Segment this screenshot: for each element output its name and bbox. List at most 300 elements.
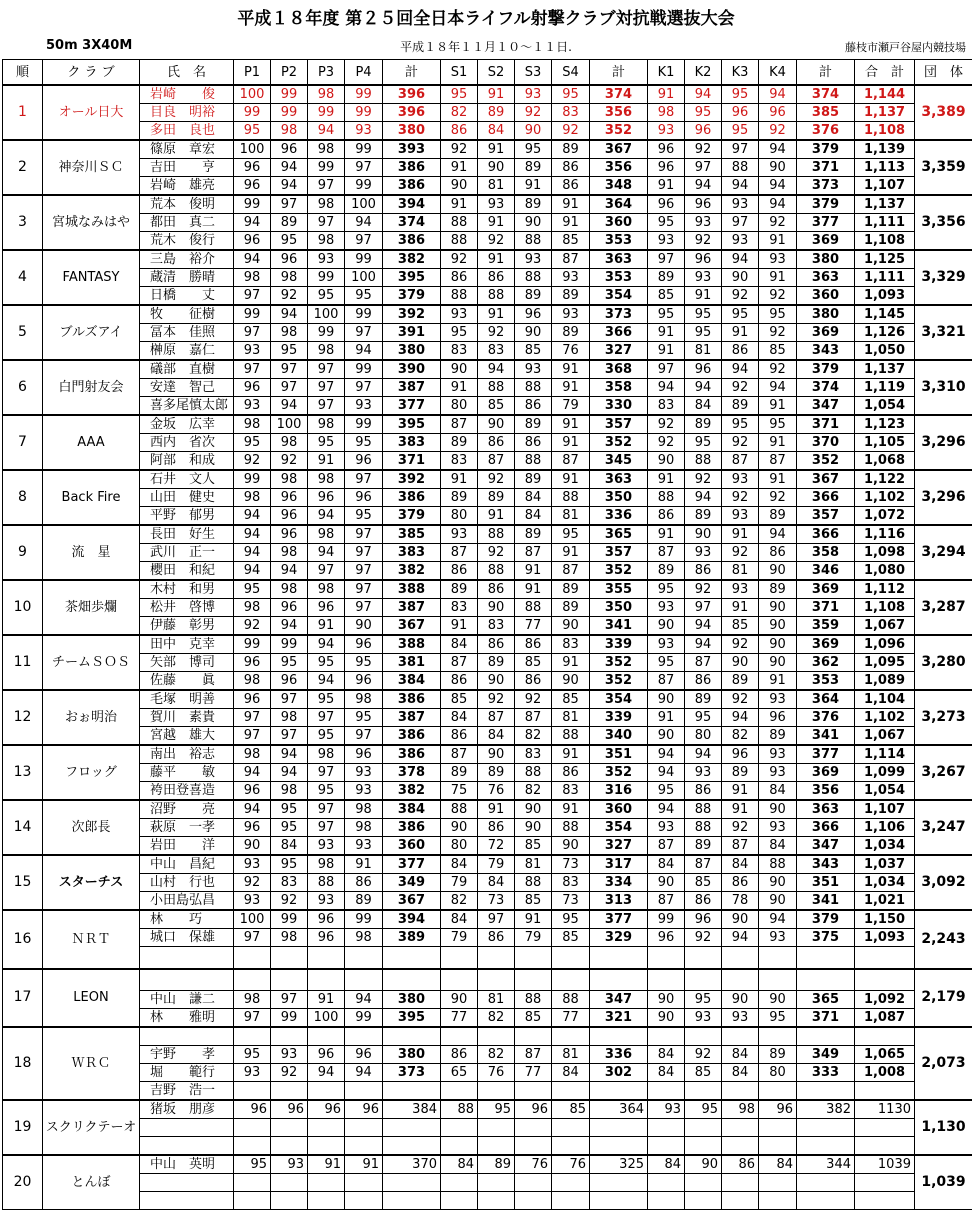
score-cell: 89	[478, 104, 515, 122]
score-cell: 96	[685, 195, 722, 214]
score-cell	[308, 1119, 345, 1137]
table-row	[3, 1064, 972, 1082]
score-cell: 93	[648, 819, 685, 837]
subtotal-cell	[797, 1119, 855, 1137]
score-cell: 91	[478, 85, 515, 104]
subtotal-cell	[855, 947, 915, 969]
score-cell	[345, 1174, 383, 1192]
score-cell	[441, 1137, 478, 1156]
subtotal-cell	[590, 1192, 648, 1210]
shooter-name: 岩崎 俊	[140, 85, 234, 104]
score-cell: 96	[685, 250, 722, 269]
subtotal-cell: 386	[383, 489, 441, 507]
score-cell	[345, 1027, 383, 1046]
score-cell: 94	[345, 1064, 383, 1082]
subtotal-cell: 363	[590, 250, 648, 269]
score-cell: 77	[441, 1009, 478, 1028]
score-cell	[552, 1174, 590, 1192]
score-cell: 85	[648, 287, 685, 306]
subtotal-cell: 1,093	[855, 287, 915, 306]
score-cell	[648, 1082, 685, 1101]
rank-cell: 1	[3, 85, 43, 140]
score-cell: 94	[234, 562, 271, 581]
score-cell: 91	[478, 507, 515, 526]
score-cell: 90	[648, 727, 685, 746]
score-cell: 96	[234, 232, 271, 251]
score-cell: 90	[441, 819, 478, 837]
score-cell: 94	[759, 177, 797, 196]
subtotal-cell: 374	[797, 85, 855, 104]
score-cell: 89	[648, 269, 685, 287]
score-cell: 84	[648, 1064, 685, 1082]
score-cell: 91	[759, 434, 797, 452]
subtotal-cell	[383, 1192, 441, 1210]
subtotal-cell: 371	[797, 599, 855, 617]
subtotal-cell: 385	[383, 525, 441, 544]
score-cell: 95	[441, 85, 478, 104]
score-cell: 77	[552, 1009, 590, 1028]
score-cell: 94	[271, 159, 308, 177]
subtotal-cell: 1,008	[855, 1064, 915, 1082]
column-header: 氏 名	[140, 60, 234, 86]
score-cell: 94	[478, 360, 515, 379]
table-row	[3, 1046, 972, 1064]
score-cell: 86	[552, 764, 590, 782]
subtotal-cell	[855, 1119, 915, 1137]
score-cell: 88	[685, 819, 722, 837]
score-cell: 90	[722, 654, 759, 672]
subtotal-cell: 1,104	[855, 690, 915, 709]
column-header: K3	[722, 60, 759, 86]
score-cell	[685, 947, 722, 969]
table-row	[3, 1082, 972, 1101]
score-cell: 92	[648, 434, 685, 452]
score-cell: 89	[515, 415, 552, 434]
score-cell: 93	[234, 342, 271, 361]
score-cell: 81	[552, 1046, 590, 1064]
score-cell: 85	[515, 892, 552, 911]
score-cell: 94	[759, 525, 797, 544]
subtotal-cell: 1,111	[855, 214, 915, 232]
score-cell: 93	[345, 837, 383, 856]
score-cell: 96	[345, 672, 383, 691]
score-cell: 90	[478, 745, 515, 764]
score-cell: 98	[271, 122, 308, 141]
score-cell	[308, 1192, 345, 1210]
club-cell: 茶畑歩爛	[43, 580, 140, 635]
subtotal-cell: 1,067	[855, 727, 915, 746]
score-cell: 89	[345, 892, 383, 911]
score-cell: 97	[234, 324, 271, 342]
score-cell: 93	[685, 1009, 722, 1028]
subtotal-cell: 341	[797, 892, 855, 911]
subtotal-cell: 376	[797, 122, 855, 141]
score-cell	[271, 1192, 308, 1210]
score-cell: 90	[759, 159, 797, 177]
subtotal-cell: 352	[590, 562, 648, 581]
subtotal-cell: 369	[797, 232, 855, 251]
subtotal-cell: 366	[797, 819, 855, 837]
score-cell: 89	[552, 287, 590, 306]
score-cell: 88	[441, 1100, 478, 1119]
column-header: K1	[648, 60, 685, 86]
score-cell	[552, 1119, 590, 1137]
score-cell: 95	[308, 690, 345, 709]
subtotal-cell: 1,054	[855, 397, 915, 416]
rank-cell: 10	[3, 580, 43, 635]
club-cell: ＷＲＣ	[43, 1027, 140, 1100]
rank-cell: 13	[3, 745, 43, 800]
column-header: P4	[345, 60, 383, 86]
score-cell: 89	[685, 837, 722, 856]
score-cell: 88	[478, 562, 515, 581]
subtotal-cell: 352	[590, 764, 648, 782]
subtotal-cell: 329	[590, 929, 648, 947]
shooter-name: 吉田 亨	[140, 159, 234, 177]
score-cell: 92	[441, 250, 478, 269]
subtotal-cell: 302	[590, 1064, 648, 1082]
score-cell: 93	[759, 745, 797, 764]
score-cell: 93	[515, 85, 552, 104]
club-cell: AAA	[43, 415, 140, 470]
score-cell: 90	[759, 635, 797, 654]
subtotal-cell: 377	[797, 214, 855, 232]
rank-cell: 8	[3, 470, 43, 525]
subtotal-cell: 343	[797, 342, 855, 361]
score-cell: 94	[308, 122, 345, 141]
shooter-name: 中山 昌紀	[140, 855, 234, 874]
score-cell: 97	[722, 214, 759, 232]
score-cell: 83	[552, 104, 590, 122]
subtotal-cell: 386	[383, 727, 441, 746]
score-cell	[478, 1027, 515, 1046]
score-cell: 92	[478, 324, 515, 342]
score-cell: 84	[648, 1155, 685, 1174]
score-cell: 88	[648, 489, 685, 507]
subtotal-cell: 369	[797, 580, 855, 599]
score-cell: 88	[515, 764, 552, 782]
subtotal-cell: 377	[383, 855, 441, 874]
score-cell: 95	[685, 991, 722, 1009]
subtotal-cell	[590, 1174, 648, 1192]
score-cell: 88	[515, 269, 552, 287]
table-row	[3, 397, 972, 416]
column-header: 合 計	[855, 60, 915, 86]
rank-cell: 12	[3, 690, 43, 745]
score-cell: 89	[685, 690, 722, 709]
score-cell: 94	[234, 507, 271, 526]
subtotal-cell: 386	[383, 159, 441, 177]
score-cell	[234, 947, 271, 969]
subtotal-cell: 1,126	[855, 324, 915, 342]
subtotal-cell: 1,067	[855, 617, 915, 636]
score-cell: 94	[271, 562, 308, 581]
score-cell: 91	[648, 85, 685, 104]
subtotal-cell: 382	[383, 250, 441, 269]
subtotal-cell: 1,106	[855, 819, 915, 837]
score-cell: 98	[271, 580, 308, 599]
score-cell	[234, 1174, 271, 1192]
score-cell: 86	[441, 672, 478, 691]
score-cell: 98	[308, 232, 345, 251]
subtotal-cell: 386	[383, 819, 441, 837]
header-row	[3, 60, 972, 86]
score-cell: 89	[722, 764, 759, 782]
score-cell: 76	[552, 342, 590, 361]
score-cell: 89	[759, 727, 797, 746]
score-cell	[234, 1119, 271, 1137]
score-cell: 94	[308, 672, 345, 691]
score-cell	[308, 1082, 345, 1101]
column-header: P3	[308, 60, 345, 86]
score-cell: 92	[722, 287, 759, 306]
subtotal-cell: 321	[590, 1009, 648, 1028]
rank-cell: 9	[3, 525, 43, 580]
score-cell: 95	[345, 654, 383, 672]
subtotal-cell: 1,089	[855, 672, 915, 691]
score-cell: 97	[308, 214, 345, 232]
score-cell: 96	[271, 599, 308, 617]
score-cell: 91	[478, 305, 515, 324]
score-cell: 90	[478, 672, 515, 691]
subtotal-cell: 385	[797, 104, 855, 122]
score-cell: 80	[441, 837, 478, 856]
subtotal-cell: 1,105	[855, 434, 915, 452]
shooter-name: 阿部 和成	[140, 452, 234, 471]
score-cell: 99	[308, 324, 345, 342]
score-cell: 93	[759, 690, 797, 709]
subtotal-cell: 1,093	[855, 929, 915, 947]
score-cell	[552, 1027, 590, 1046]
score-cell	[271, 1027, 308, 1046]
subtotal-cell: 395	[383, 269, 441, 287]
score-cell: 95	[685, 104, 722, 122]
score-cell: 93	[685, 764, 722, 782]
score-cell: 81	[478, 177, 515, 196]
score-cell: 95	[345, 287, 383, 306]
subtotal-cell: 386	[383, 232, 441, 251]
subtotal-cell: 1,102	[855, 489, 915, 507]
subtotal-cell	[383, 1082, 441, 1101]
rank-cell: 3	[3, 195, 43, 250]
score-cell: 83	[441, 452, 478, 471]
score-cell: 92	[685, 1046, 722, 1064]
score-cell: 95	[648, 654, 685, 672]
subtotal-cell	[590, 969, 648, 991]
score-cell: 95	[685, 1100, 722, 1119]
score-cell: 92	[685, 140, 722, 159]
subtotal-cell: 341	[590, 617, 648, 636]
score-cell: 93	[345, 764, 383, 782]
subtotal-cell: 364	[590, 195, 648, 214]
subtotal-cell: 396	[383, 104, 441, 122]
team-total-cell: 3,296	[915, 470, 972, 525]
shooter-name: 林 巧	[140, 910, 234, 929]
score-cell: 93	[271, 1046, 308, 1064]
score-cell: 96	[308, 599, 345, 617]
score-cell: 92	[441, 140, 478, 159]
table-row	[3, 635, 972, 654]
score-cell: 89	[648, 562, 685, 581]
subtotal-cell: 354	[590, 819, 648, 837]
score-cell: 93	[722, 1009, 759, 1028]
results-table	[2, 59, 972, 1210]
subtotal-cell: 383	[383, 544, 441, 562]
score-cell: 97	[308, 397, 345, 416]
score-cell: 84	[685, 397, 722, 416]
score-cell: 96	[685, 910, 722, 929]
score-cell: 92	[722, 434, 759, 452]
subtotal-cell: 1,144	[855, 85, 915, 104]
score-cell: 78	[722, 892, 759, 911]
club-cell: 神奈川ＳＣ	[43, 140, 140, 195]
subtotal-cell: 366	[590, 324, 648, 342]
score-cell	[648, 1192, 685, 1210]
score-cell: 95	[552, 910, 590, 929]
score-cell: 85	[478, 397, 515, 416]
shooter-name: 蔵清 勝晴	[140, 269, 234, 287]
score-cell: 95	[722, 122, 759, 141]
score-cell: 98	[234, 991, 271, 1009]
shooter-name	[140, 1137, 234, 1156]
score-cell	[271, 1119, 308, 1137]
subtotal-cell: 1,150	[855, 910, 915, 929]
score-cell: 88	[478, 287, 515, 306]
subtotal-cell: 363	[797, 269, 855, 287]
subtotal-cell: 353	[590, 232, 648, 251]
table-row	[3, 855, 972, 874]
score-cell: 84	[441, 1155, 478, 1174]
score-cell: 92	[759, 214, 797, 232]
score-cell: 91	[515, 177, 552, 196]
score-cell: 95	[552, 525, 590, 544]
team-total-cell: 3,359	[915, 140, 972, 195]
score-cell: 92	[759, 287, 797, 306]
score-cell: 76	[478, 1064, 515, 1082]
score-cell: 88	[441, 800, 478, 819]
table-row	[3, 140, 972, 159]
score-cell: 91	[552, 360, 590, 379]
score-cell: 92	[271, 287, 308, 306]
score-cell: 100	[345, 195, 383, 214]
subtotal-cell: 356	[590, 159, 648, 177]
score-cell: 98	[234, 672, 271, 691]
score-cell: 90	[478, 415, 515, 434]
table-row	[3, 305, 972, 324]
column-header: S1	[441, 60, 478, 86]
score-cell: 96	[759, 104, 797, 122]
score-cell: 93	[759, 929, 797, 947]
score-cell: 93	[478, 195, 515, 214]
score-cell: 88	[515, 379, 552, 397]
subtotal-cell	[383, 1137, 441, 1156]
shooter-name: 猪坂 朋彦	[140, 1100, 234, 1119]
score-cell: 92	[478, 544, 515, 562]
score-cell	[271, 1082, 308, 1101]
score-cell: 95	[271, 232, 308, 251]
score-cell: 90	[552, 837, 590, 856]
subtotal-cell: 356	[797, 782, 855, 801]
subtotal-cell: 1,098	[855, 544, 915, 562]
score-cell	[759, 969, 797, 991]
table-row	[3, 910, 972, 929]
score-cell: 84	[441, 910, 478, 929]
table-row	[3, 489, 972, 507]
subtotal-cell: 1,068	[855, 452, 915, 471]
score-cell	[441, 969, 478, 991]
score-cell: 97	[234, 360, 271, 379]
subtotal-cell: 345	[590, 452, 648, 471]
score-cell: 98	[308, 580, 345, 599]
score-cell: 86	[478, 580, 515, 599]
score-cell: 76	[552, 1155, 590, 1174]
score-cell: 90	[648, 452, 685, 471]
score-cell: 98	[345, 929, 383, 947]
subtotal-cell: 360	[590, 214, 648, 232]
subtotal-cell	[383, 947, 441, 969]
score-cell: 91	[552, 470, 590, 489]
subtotal-cell: 360	[590, 800, 648, 819]
subtotal-cell	[855, 969, 915, 991]
subtotal-cell: 351	[797, 874, 855, 892]
score-cell: 87	[515, 544, 552, 562]
table-row	[3, 672, 972, 691]
shooter-name: 中山 英明	[140, 1155, 234, 1174]
table-row	[3, 727, 972, 746]
score-cell: 96	[271, 672, 308, 691]
score-cell: 87	[648, 892, 685, 911]
score-cell: 81	[552, 507, 590, 526]
score-cell: 100	[234, 85, 271, 104]
score-cell	[441, 1027, 478, 1046]
score-cell	[759, 1174, 797, 1192]
score-cell: 91	[685, 287, 722, 306]
score-cell: 86	[478, 434, 515, 452]
subtotal-cell	[590, 1137, 648, 1156]
score-cell: 90	[722, 910, 759, 929]
shooter-name: 伊藤 彰男	[140, 617, 234, 636]
score-cell: 77	[515, 617, 552, 636]
score-cell: 94	[308, 1064, 345, 1082]
table-row	[3, 195, 972, 214]
score-cell: 91	[478, 800, 515, 819]
score-cell: 95	[722, 415, 759, 434]
subtotal-cell: 371	[383, 452, 441, 471]
team-total-cell: 2,179	[915, 969, 972, 1028]
club-cell: ＮＲＴ	[43, 910, 140, 969]
score-cell: 88	[308, 874, 345, 892]
subtotal-cell: 386	[383, 745, 441, 764]
score-cell: 84	[441, 709, 478, 727]
score-cell: 95	[722, 305, 759, 324]
subtotal-cell: 393	[383, 140, 441, 159]
subtotal-cell: 387	[383, 379, 441, 397]
score-cell: 96	[648, 159, 685, 177]
score-cell: 92	[648, 415, 685, 434]
score-cell: 93	[345, 782, 383, 801]
column-header: S4	[552, 60, 590, 86]
subtotal-cell: 1,145	[855, 305, 915, 324]
score-cell: 97	[308, 800, 345, 819]
table-row	[3, 654, 972, 672]
score-cell: 98	[308, 470, 345, 489]
score-cell: 95	[271, 800, 308, 819]
subtotal-cell: 316	[590, 782, 648, 801]
score-cell: 96	[234, 379, 271, 397]
shooter-name: 岩田 洋	[140, 837, 234, 856]
score-cell: 99	[345, 250, 383, 269]
subtotal-cell: 327	[590, 342, 648, 361]
